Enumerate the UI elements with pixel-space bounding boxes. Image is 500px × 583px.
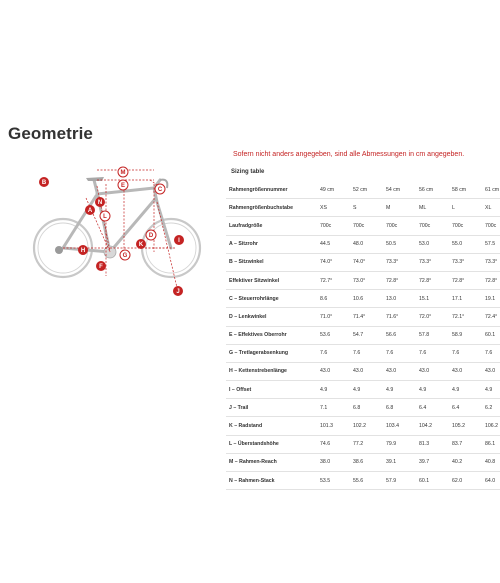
table-cell: 58 cm <box>449 181 482 199</box>
row-label: E – Effektives Oberrohr <box>226 326 317 344</box>
marker-F: F <box>99 264 103 271</box>
table-cell: 40.2 <box>449 453 482 471</box>
table-row <box>226 326 500 344</box>
table-cell: 54 cm <box>383 181 416 199</box>
table-cell: 6.4 <box>449 399 482 417</box>
table-cell: 4.9 <box>350 381 383 399</box>
row-label: Effektiver Sitzwinkel <box>226 271 317 289</box>
table-cell: 72.4° <box>482 308 500 326</box>
saddle <box>86 177 104 181</box>
table-cell: M <box>383 199 416 217</box>
row-label: A – Sitzrohr <box>226 235 317 253</box>
marker-A: A <box>87 208 93 215</box>
table-cell: 6.8 <box>383 399 416 417</box>
table-cell: 38.6 <box>350 453 383 471</box>
row-label: Rahmengrößennummer <box>226 181 317 199</box>
row-label: Laufradgröße <box>226 217 317 235</box>
table-cell: 83.7 <box>449 435 482 453</box>
table-cell: 7.6 <box>449 344 482 362</box>
table-cell: 53.6 <box>317 326 350 344</box>
table-cell: 700c <box>482 217 500 235</box>
table-cell: S <box>350 199 383 217</box>
table-row <box>226 199 500 217</box>
row-label: J – Trail <box>226 399 317 417</box>
marker-G: G <box>122 253 128 260</box>
row-label: Rahmengrößenbuchstabe <box>226 199 317 217</box>
table-cell: 54.7 <box>350 326 383 344</box>
table-cell: 73.3° <box>383 253 416 271</box>
table-cell: 58.9 <box>449 326 482 344</box>
table-cell: 38.0 <box>317 453 350 471</box>
table-cell: L <box>449 199 482 217</box>
row-label: L – Überstandshöhe <box>226 435 317 453</box>
marker-B: B <box>41 180 47 187</box>
fork <box>157 202 171 248</box>
table-cell: 7.6 <box>482 344 500 362</box>
table-cell: 73.3° <box>449 253 482 271</box>
table-cell: XL <box>482 199 500 217</box>
table-row <box>226 290 500 308</box>
table-cell: 43.0 <box>416 362 449 380</box>
table-cell: 57.9 <box>383 472 416 490</box>
row-label: I – Offset <box>226 381 317 399</box>
marker-J: J <box>176 289 180 296</box>
row-label: C – Steuerrohrlänge <box>226 290 317 308</box>
table-cell: XS <box>317 199 350 217</box>
table-cell: 4.9 <box>482 381 500 399</box>
table-cell: 700c <box>449 217 482 235</box>
table-cell: 4.9 <box>416 381 449 399</box>
table-cell: 6.4 <box>416 399 449 417</box>
table-cell: 39.7 <box>416 453 449 471</box>
table-cell: 55.0 <box>449 235 482 253</box>
row-label: H – Kettenstrebenlänge <box>226 362 317 380</box>
table-cell: 44.5 <box>317 235 350 253</box>
table-row <box>226 472 500 490</box>
table-cell: 43.0 <box>482 362 500 380</box>
row-label: D – Lenkwinkel <box>226 308 317 326</box>
table-cell: 77.2 <box>350 435 383 453</box>
row-label: N – Rahmen-Stack <box>226 472 317 490</box>
row-label: K – Radstand <box>226 417 317 435</box>
table-cell: 7.6 <box>317 344 350 362</box>
table-cell: 81.3 <box>416 435 449 453</box>
table-cell: 71.6° <box>383 308 416 326</box>
table-cell: 7.6 <box>416 344 449 362</box>
marker-M: M <box>120 170 126 177</box>
table-cell: 700c <box>416 217 449 235</box>
table-cell: 103.4 <box>383 417 416 435</box>
table-cell: 64.0 <box>482 472 500 490</box>
table-cell: 72.8° <box>383 271 416 289</box>
table-cell: 105.2 <box>449 417 482 435</box>
table-cell: 73.0° <box>350 271 383 289</box>
table-row <box>226 453 500 471</box>
table-cell: 71.0° <box>317 308 350 326</box>
table-cell: 39.1 <box>383 453 416 471</box>
table-cell: 49 cm <box>317 181 350 199</box>
table-cell: 43.0 <box>350 362 383 380</box>
table-cell: 101.3 <box>317 417 350 435</box>
table-cell: 48.0 <box>350 235 383 253</box>
table-cell: 53.0 <box>416 235 449 253</box>
page-title: Geometrie <box>8 124 93 143</box>
table-cell: 17.1 <box>449 290 482 308</box>
table-cell: 74.0° <box>350 253 383 271</box>
down-tube <box>110 198 156 252</box>
marker-H: H <box>80 248 86 255</box>
seatpost <box>94 180 97 192</box>
table-cell: 86.1 <box>482 435 500 453</box>
table-row <box>226 271 500 289</box>
table-cell: 62.0 <box>449 472 482 490</box>
table-cell: 50.5 <box>383 235 416 253</box>
table-cell: 72.7° <box>317 271 350 289</box>
table-cell: 4.9 <box>383 381 416 399</box>
table-cell: 700c <box>317 217 350 235</box>
table-cell: 56.6 <box>383 326 416 344</box>
table-row <box>226 399 500 417</box>
table-row <box>226 217 500 235</box>
table-cell: 43.0 <box>383 362 416 380</box>
table-cell: 700c <box>350 217 383 235</box>
cassette <box>55 246 63 254</box>
marker-N: N <box>97 200 103 207</box>
table-cell: 13.0 <box>383 290 416 308</box>
row-label: M – Rahmen-Reach <box>226 453 317 471</box>
table-cell: 60.1 <box>482 326 500 344</box>
table-cell: 15.1 <box>416 290 449 308</box>
table-cell: 72.8° <box>416 271 449 289</box>
marker-K: K <box>138 242 144 249</box>
table-cell: 57.5 <box>482 235 500 253</box>
row-label: G – Tretlagerabsenkung <box>226 344 317 362</box>
table-cell: 71.4° <box>350 308 383 326</box>
table-row <box>226 235 500 253</box>
table-row <box>226 308 500 326</box>
table-row <box>226 417 500 435</box>
table-row <box>226 435 500 453</box>
table-cell: 106.2 <box>482 417 500 435</box>
bike-geometry-diagram <box>26 158 206 298</box>
table-cell: 4.9 <box>317 381 350 399</box>
table-cell: 104.2 <box>416 417 449 435</box>
table-row <box>226 253 500 271</box>
table-cell: 6.8 <box>350 399 383 417</box>
table-cell: 700c <box>383 217 416 235</box>
table-cell: 72.0° <box>416 308 449 326</box>
table-cell: 7.1 <box>317 399 350 417</box>
row-label: B – Sitzwinkel <box>226 253 317 271</box>
table-cell: 6.2 <box>482 399 500 417</box>
table-cell: 52 cm <box>350 181 383 199</box>
table-row <box>226 181 500 199</box>
marker-C: C <box>157 187 163 194</box>
table-cell: 72.8° <box>482 271 500 289</box>
table-row <box>226 381 500 399</box>
table-cell: 74.6 <box>317 435 350 453</box>
table-cell: 19.1 <box>482 290 500 308</box>
units-note: Sofern nicht anders angegeben, sind alle Abmessungen in cm angegeben. <box>233 151 465 158</box>
table-cell: 53.5 <box>317 472 350 490</box>
marker-L: L <box>103 214 107 221</box>
table-cell: 73.3° <box>482 253 500 271</box>
table-cell: 40.8 <box>482 453 500 471</box>
table-cell: 73.3° <box>416 253 449 271</box>
table-cell: 55.6 <box>350 472 383 490</box>
sizing-table-title: Sizing table <box>231 169 265 175</box>
table-cell: 74.0° <box>317 253 350 271</box>
table-cell: 79.9 <box>383 435 416 453</box>
geometry-table <box>226 181 500 490</box>
table-cell: 72.8° <box>449 271 482 289</box>
table-cell: 56 cm <box>416 181 449 199</box>
table-cell: 8.6 <box>317 290 350 308</box>
table-cell: 43.0 <box>449 362 482 380</box>
table-cell: 7.6 <box>350 344 383 362</box>
table-cell: ML <box>416 199 449 217</box>
table-cell: 57.8 <box>416 326 449 344</box>
table-cell: 102.2 <box>350 417 383 435</box>
table-row <box>226 362 500 380</box>
table-cell: 61 cm <box>482 181 500 199</box>
table-cell: 43.0 <box>317 362 350 380</box>
table-cell: 10.6 <box>350 290 383 308</box>
table-cell: 7.6 <box>383 344 416 362</box>
table-cell: 60.1 <box>416 472 449 490</box>
marker-I: I <box>178 238 180 245</box>
table-row <box>226 344 500 362</box>
table-cell: 4.9 <box>449 381 482 399</box>
table-cell: 72.1° <box>449 308 482 326</box>
marker-D: D <box>148 233 154 240</box>
marker-E: E <box>120 183 126 190</box>
